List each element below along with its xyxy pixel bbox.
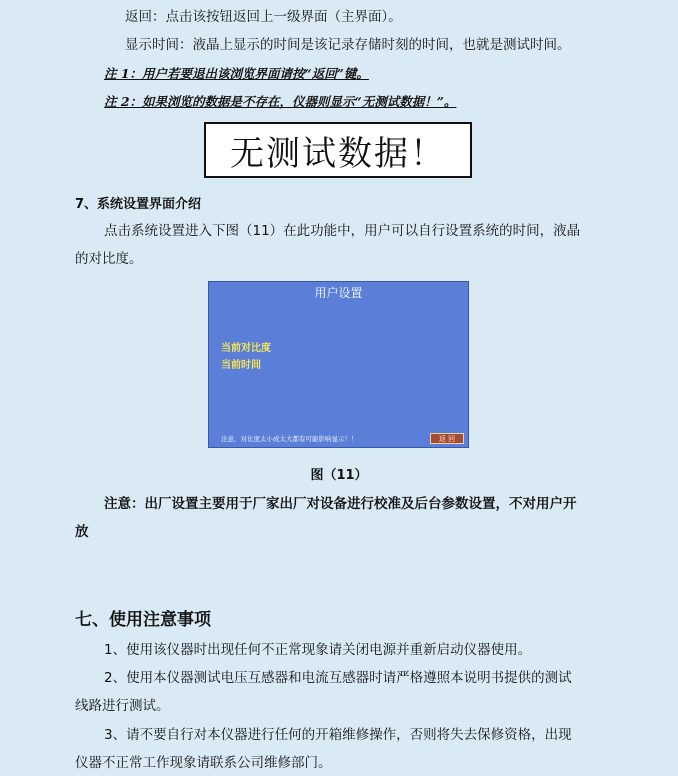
note-1: 注 1：用户若要退出该浏览界面请按“返回”键。 (104, 66, 369, 81)
section-seven-title: 七、使用注意事项 (75, 610, 211, 630)
screen-warning: 注意，对比度太小或太大都有可能影响显示！！ (221, 435, 358, 443)
section-7-title: 7、系统设置界面介绍 (75, 197, 202, 212)
screen-back-button: 返 回 (430, 433, 464, 444)
factory-note-line1: 注意：出厂设置主要用于厂家出厂对设备进行校准及后台参数设置，不对用户开 (104, 496, 577, 512)
screen-item-contrast: 当前对比度 (221, 343, 271, 354)
back-description: 返回：点击该按钮返回上一级界面（主界面）。 (125, 9, 402, 25)
section-7-paragraph-line2: 的对比度。 (75, 251, 143, 267)
note-2: 注 2：如果浏览的数据是不存在，仪器则显示“无测试数据！”。 (104, 94, 457, 109)
precaution-item-3-line1: 3、请不要自行对本仪器进行任何的开箱维修操作，否则将失去保修资格，出现 (104, 727, 572, 743)
user-settings-screenshot (208, 281, 469, 448)
display-time-description: 显示时间：液晶上显示的时间是该记录存储时刻的时间，也就是测试时间。 (125, 37, 571, 53)
figure-caption: 图（11） (310, 468, 368, 483)
no-data-text: 无测试数据！ (230, 133, 446, 174)
precaution-item-1: 1、使用该仪器时出现任何不正常现象请关闭电源并重新启动仪器使用。 (104, 642, 532, 658)
no-data-display (204, 122, 472, 178)
screen-title: 用户设置 (314, 286, 363, 300)
precaution-item-3-line2: 仪器不正常工作现象请联系公司维修部门。 (75, 755, 332, 771)
precaution-item-2-line2: 线路进行测试。 (75, 698, 170, 714)
factory-note-line2: 放 (75, 524, 89, 540)
screen-item-time: 当前时间 (221, 360, 261, 371)
precaution-item-2-line1: 2、使用本仪器测试电压互感器和电流互感器时请严格遵照本说明书提供的测试 (104, 670, 572, 686)
section-7-paragraph-line1: 点击系统设置进入下图（11）在此功能中，用户可以自行设置系统的时间，液晶 (104, 223, 581, 239)
